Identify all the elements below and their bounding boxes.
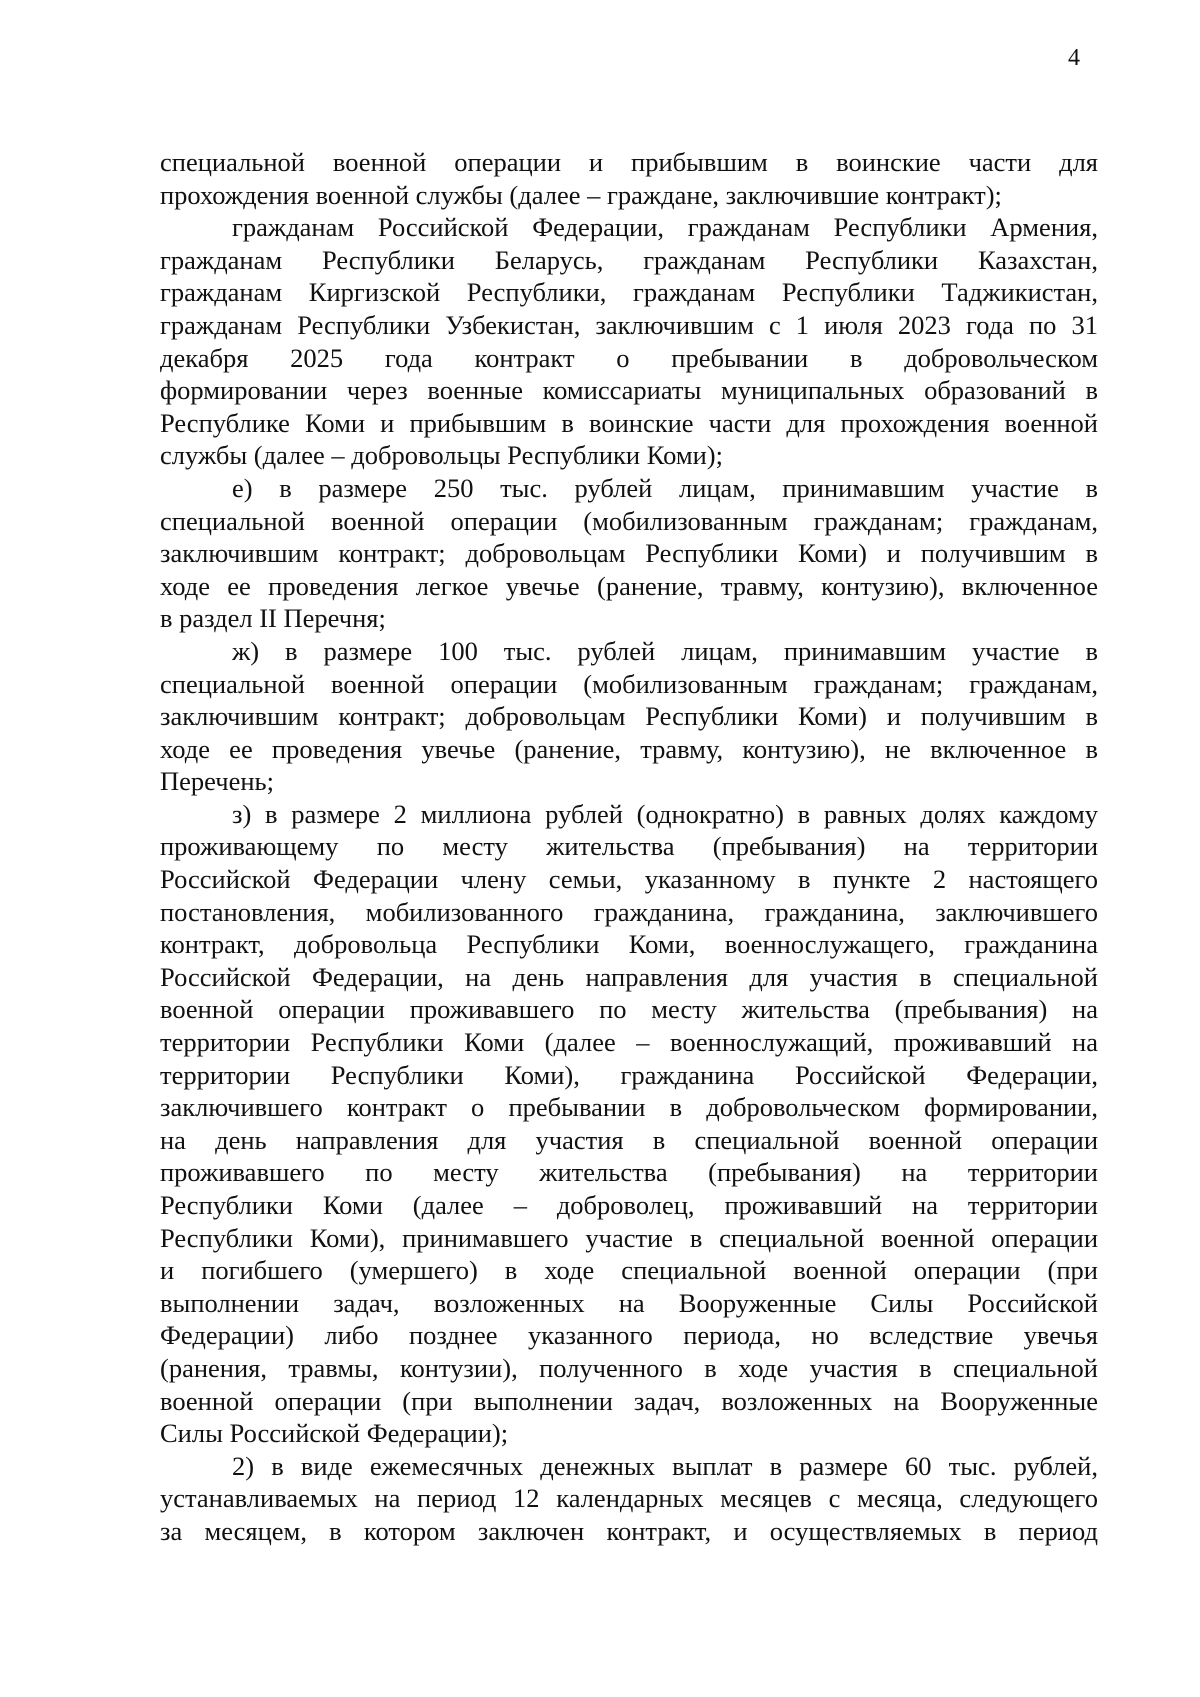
text-line: Республике Коми и прибывшим в воинские части для прохождения военной	[160, 407, 1098, 438]
text-line: Перечень;	[160, 766, 274, 797]
text-line: заключившим контракт; добровольцам Республики Коми) и получившим в	[160, 538, 1098, 569]
text-line: проживавшего по месту жительства (пребывания) на территории	[160, 1157, 1098, 1188]
text-line: выполнении задач, возложенных на Вооруженные Силы Российской	[160, 1287, 1098, 1318]
text-line: за месяцем, в котором заключен контракт, и осуществляемых в период	[160, 1515, 1098, 1546]
text-line: 2) в виде ежемесячных денежных выплат в размере 60 тыс. рублей,	[232, 1450, 1098, 1481]
text-line: гражданам Республики Узбекистан, заключившим с 1 июля 2023 года по 31	[160, 309, 1098, 340]
text-line: Республики Коми (далее – доброволец, проживавший на территории	[160, 1190, 1098, 1220]
text-line: службы (далее – добровольцы Республики Коми);	[160, 440, 723, 471]
text-line: заключившим контракт; добровольцам Республики Коми) и получившим в	[160, 701, 1098, 732]
text-line: е) в размере 250 тыс. рублей лицам, принимавшим участие в	[232, 472, 1098, 503]
text-line: декабря 2025 года контракт о пребывании в добровольческом	[160, 342, 1098, 373]
text-line: Российской Федерации члену семьи, указанному в пункте 2 настоящего	[160, 864, 1098, 895]
text-line: прохождения военной службы (далее – граждане, заключившие контракт);	[160, 179, 1002, 210]
text-line: ж) в размере 100 тыс. рублей лицам, принимавшим участие в	[232, 635, 1098, 666]
text-line: гражданам Республики Беларусь, гражданам Республики Казахстан,	[160, 244, 1098, 275]
document-body	[160, 146, 1098, 1548]
text-line: Федерации) либо позднее указанного периода, но вследствие увечья	[160, 1320, 1098, 1351]
text-line: Силы Российской Федерации);	[160, 1418, 509, 1449]
text-line: проживающему по месту жительства (пребывания) на территории	[160, 831, 1098, 862]
text-line: военной операции (при выполнении задач, возложенных на Вооруженные	[160, 1385, 1098, 1416]
text-line: формировании через военные комиссариаты муниципальных образований в	[160, 375, 1098, 406]
text-line: постановления, мобилизованного гражданина, гражданина, заключившего	[160, 896, 1098, 927]
text-line: Российской Федерации, на день направления для участия в специальной	[160, 961, 1098, 992]
text-line: в раздел II Перечня;	[160, 603, 386, 634]
text-line: (ранения, травмы, контузии), полученного в ходе участия в специальной	[160, 1352, 1098, 1383]
text-line: на день направления для участия в специальной военной операции	[160, 1124, 1098, 1155]
text-line: заключившего контракт о пребывании в добровольческом формировании,	[160, 1092, 1098, 1123]
text-line: з) в размере 2 миллиона рублей (однократно) в равных долях каждому	[232, 798, 1098, 829]
text-line: специальной военной операции (мобилизованным гражданам; гражданам,	[160, 505, 1098, 536]
text-line: Республики Коми), принимавшего участие в специальной военной операции	[160, 1222, 1098, 1253]
text-line: гражданам Киргизской Республики, гражданам Республики Таджикистан,	[160, 277, 1098, 308]
text-line: территории Республики Коми), гражданина Российской Федерации,	[160, 1059, 1098, 1090]
text-line: устанавливаемых на период 12 календарных месяцев с месяца, следующего	[160, 1483, 1098, 1514]
text-line: военной операции проживавшего по месту жительства (пребывания) на	[160, 994, 1098, 1025]
text-line: гражданам Российской Федерации, гражданам Республики Армения,	[232, 212, 1098, 243]
page-number: 4	[1068, 45, 1080, 71]
text-line: ходе ее проведения увечье (ранение, травму, контузию), не включенное в	[160, 733, 1098, 764]
text-line: специальной военной операции и прибывшим в воинские части для	[160, 147, 1098, 177]
text-line: специальной военной операции (мобилизованным гражданам; гражданам,	[160, 668, 1098, 699]
text-line: ходе ее проведения легкое увечье (ранение, травму, контузию), включенное	[160, 570, 1098, 601]
text-line: контракт, добровольца Республики Коми, военнослужащего, гражданина	[160, 929, 1098, 960]
text-line: территории Республики Коми (далее – военнослужащий, проживавший на	[160, 1027, 1098, 1058]
text-line: и погибшего (умершего) в ходе специальной военной операции (при	[160, 1255, 1098, 1286]
